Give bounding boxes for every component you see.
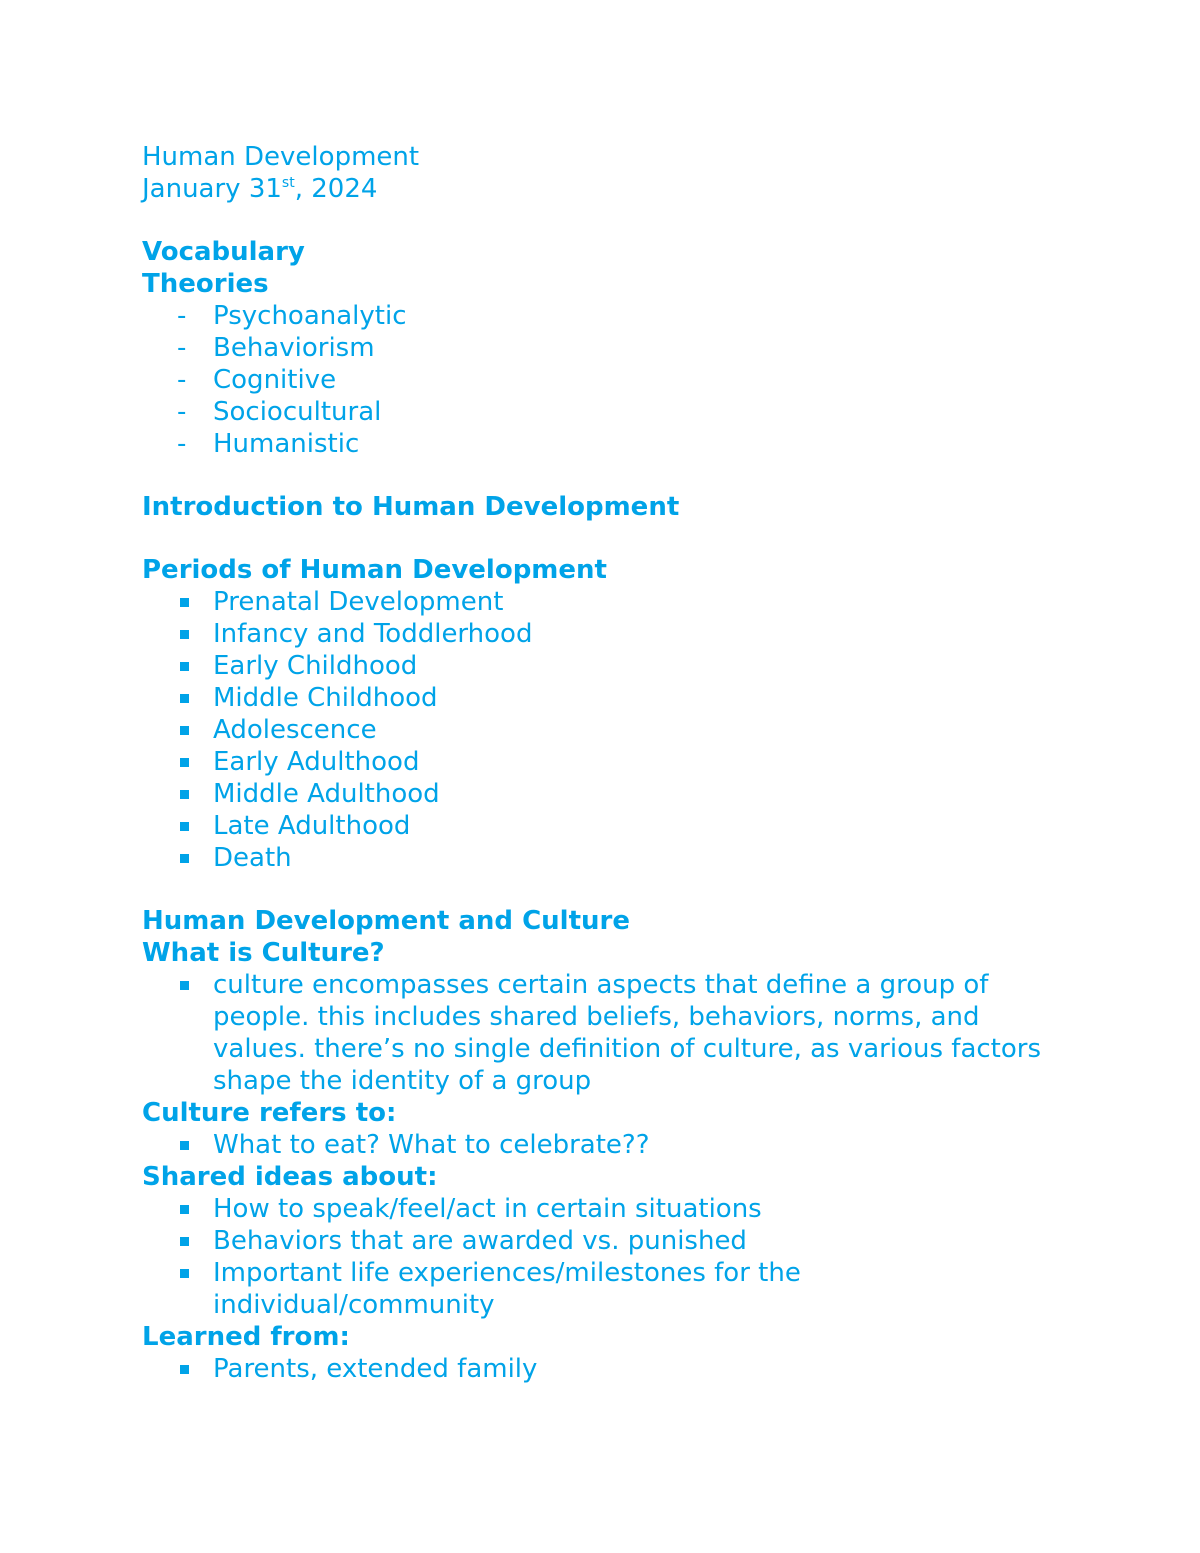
shared-ideas-list: [142, 1193, 1062, 1321]
periods-list: [142, 586, 1062, 874]
square-bullet-icon: [180, 758, 189, 767]
square-bullet-icon: [180, 790, 189, 799]
list-item: - Humanistic: [142, 428, 1062, 460]
list-item: Death: [142, 842, 1062, 874]
theories-heading: Theories: [142, 269, 269, 299]
learned-from-list: [142, 1353, 1062, 1385]
list-item: Infancy and Toddlerhood: [142, 618, 1062, 650]
list-item: Early Childhood: [142, 650, 1062, 682]
list-item: Prenatal Development: [142, 586, 1062, 618]
square-bullet-icon: [180, 1141, 189, 1150]
square-bullet-icon: [180, 726, 189, 735]
square-bullet-icon: [180, 854, 189, 863]
list-item: Behaviors that are awarded vs. punished: [142, 1225, 1062, 1257]
list-item: - Psychoanalytic: [142, 300, 1062, 332]
list-item: Late Adulthood: [142, 810, 1062, 842]
intro-heading: Introduction to Human Development: [142, 492, 680, 522]
square-bullet-icon: [180, 1365, 189, 1374]
list-item: culture encompasses certain aspects that define a group of people. this includes shared beliefs, behaviors, norms, and values. there’s no single definition of culture, as various factors shape the identity of a group: [142, 969, 1062, 1097]
culture-heading: Human Development and Culture: [142, 906, 630, 936]
square-bullet-icon: [180, 981, 189, 990]
document-date: January 31st, 2024: [142, 174, 378, 204]
document-title: Human Development: [142, 142, 420, 172]
square-bullet-icon: [180, 822, 189, 831]
list-item: - Sociocultural: [142, 396, 1062, 428]
what-is-culture-heading: What is Culture?: [142, 938, 385, 968]
culture-definition-list: [142, 969, 1062, 1097]
list-item: Middle Adulthood: [142, 778, 1062, 810]
square-bullet-icon: [180, 598, 189, 607]
learned-from-heading: Learned from:: [142, 1322, 350, 1352]
square-bullet-icon: [180, 662, 189, 671]
periods-heading: Periods of Human Development: [142, 555, 607, 585]
square-bullet-icon: [180, 1269, 189, 1278]
list-item: Adolescence: [142, 714, 1062, 746]
culture-refers-heading: Culture refers to:: [142, 1098, 397, 1128]
list-item: What to eat? What to celebrate??: [142, 1129, 1062, 1161]
list-item: Parents, extended family: [142, 1353, 1062, 1385]
document-page: [142, 141, 1062, 1385]
list-item: Middle Childhood: [142, 682, 1062, 714]
vocabulary-heading: Vocabulary: [142, 237, 305, 267]
square-bullet-icon: [180, 630, 189, 639]
shared-ideas-heading: Shared ideas about:: [142, 1162, 438, 1192]
list-item: - Behaviorism: [142, 332, 1062, 364]
square-bullet-icon: [180, 1205, 189, 1214]
list-item: Important life experiences/milestones for the individual/community: [142, 1257, 833, 1321]
list-item: - Cognitive: [142, 364, 1062, 396]
theories-list: [142, 300, 1062, 460]
list-item: Early Adulthood: [142, 746, 1062, 778]
square-bullet-icon: [180, 1237, 189, 1246]
square-bullet-icon: [180, 694, 189, 703]
list-item: How to speak/feel/act in certain situations: [142, 1193, 1062, 1225]
culture-refers-list: [142, 1129, 1062, 1161]
